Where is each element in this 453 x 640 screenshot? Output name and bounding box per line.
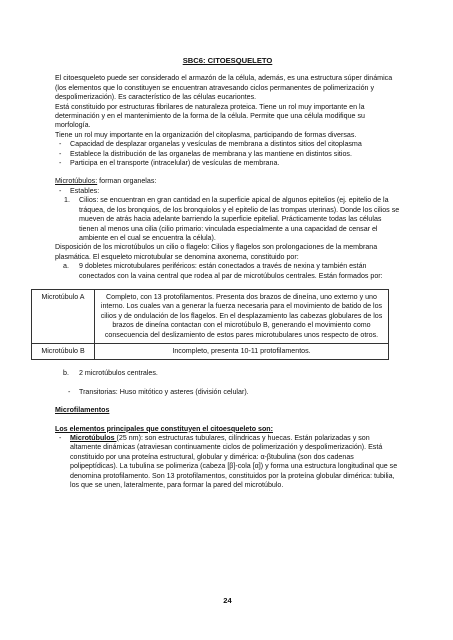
roles-list — [55, 140, 400, 168]
microtubulos-heading-rest: forman organelas: — [97, 177, 157, 186]
centrales-text: 2 microtúbulos centrales. — [79, 369, 158, 378]
cilios-item — [55, 196, 400, 243]
estables-list — [55, 187, 400, 196]
elementos-heading: Los elementos principales que constituyen el citoesqueleto son: — [55, 424, 273, 433]
centrales-label: b. — [63, 369, 69, 378]
elementos-list — [55, 434, 400, 490]
role-item: - Capacidad de desplazar organelas y vesículas de membrana a distintos sitios del citoplasma — [55, 140, 400, 149]
table-cell-text: Incompleto, presenta 10-11 protofilamentos. — [95, 343, 389, 359]
transitorias-list — [55, 388, 400, 397]
cilios-number: 1. — [64, 196, 70, 205]
dobletes-item — [55, 262, 400, 281]
transitorias-item: - Transitorias: Huso mitótico y asteres (división celular). — [64, 388, 400, 397]
elemento-name: Microtúbulos — [70, 434, 117, 442]
role-item: - Establece la distribución de las organelas de membrana y las mantiene en distintos sitios. — [55, 150, 400, 159]
role-item: - Participa en el transporte (intracelular) de vesículas de membrana. — [55, 159, 400, 168]
microfilamentos-heading: Microfilamentos — [55, 406, 110, 415]
disposicion-paragraph: Disposición de los microtúbulos un cilio o flagelo: Cilios y flagelos son prolongaciones de la membrana plasmática. El esqueleto microtubular se denomina axonema, constituido por: — [55, 243, 378, 261]
table-row — [32, 289, 389, 343]
estables-item: - Estables: — [55, 187, 400, 196]
intro-paragraph-1: El citoesqueleto puede ser considerado el armazón de la célula, además, es una estructura súper dinámica (los elementos que lo constituyen se encuentran atravesando ciclos permanentes de polimerización y despolimerización). Es característico de las células eucariontes. — [55, 74, 393, 102]
microtubulos-heading: Microtúbulos: — [55, 177, 98, 186]
intro-paragraph-2: Está constituido por estructuras fibrilares de naturaleza proteica. Tiene un rol muy importante en la determinación y en el mantenimiento de la forma de la célula. Permite que una célula modifique su morfología. — [55, 102, 365, 130]
intro-paragraph-3: Tiene un rol muy importante en la organización del citoplasma, participando de formas diversas. — [55, 130, 357, 139]
centrales-item — [55, 369, 400, 378]
table-row — [32, 343, 389, 359]
table-cell-text: Completo, con 13 protofilamentos. Presenta dos brazos de dineína, uno externo y uno interno. Los cuales van a generar la fuerza necesaria para el movimiento de batido de los cilios y de ondulación de los flagelos. En el desplazamiento las cabezas globulares de los brazos de dineína contactan con el microtúbulo B, generando el movimiento como consecuencia del deslizamiento de estos pares microtubulares unos respecto de otros. — [95, 289, 389, 343]
microtubulos-heading-line — [55, 177, 400, 186]
page-number: 24 — [223, 596, 232, 605]
microtubulo-table — [31, 289, 389, 360]
cilios-text: Cilios: se encuentran en gran cantidad en la superficie apical de algunos epitelios (ej. epitelio de la tráquea, de los bronquios, de los bronquiolos y el epitelio de las trompas uterinas). Donde los cilios se mueven de atrás hacia adelante barriendo la superficie epitelial. Prácticamente todas las células tienen al menos una cilia (cilio primario: vinculada especialmente a una capacidad de censar el ambiente en el cual se encuentra la célula). — [79, 196, 400, 242]
dobletes-text: 9 dobletes microtubulares periféricos: están conectados a través de nexina y también están conectados con la vaina central que rodea al par de microtúbulos centrales. Están formados por: — [79, 262, 383, 280]
table-cell-label: Microtúbulo A — [32, 289, 95, 343]
table-cell-label: Microtúbulo B — [32, 343, 95, 359]
elemento-text: (25 nm): son estructuras tubulares, cilíndricas y huecas. Están polarizadas y son altamente dinámicas (atraviesan continuamente ciclos de polimerización y despolimerización). Está constituido por una proteína estructural, globular y dimérica: α-βtubulina (son dos cadenas polipeptídicas). La tubulina se polimeriza (cabeza [β]-cola [α]) y forma una estructura longitudinal que se denomina protofilamento. Son 13 protofilamentos, constituidos por la proteína globular dimérica: tubilia, los que se unen, lateralmente, para formar la pared del microtúbulo. — [70, 434, 398, 490]
document-page — [41, 56, 400, 605]
elemento-item — [55, 434, 400, 490]
dobletes-label: a. — [63, 262, 69, 271]
page-title: SBC6: CITOESQUELETO — [182, 56, 273, 65]
